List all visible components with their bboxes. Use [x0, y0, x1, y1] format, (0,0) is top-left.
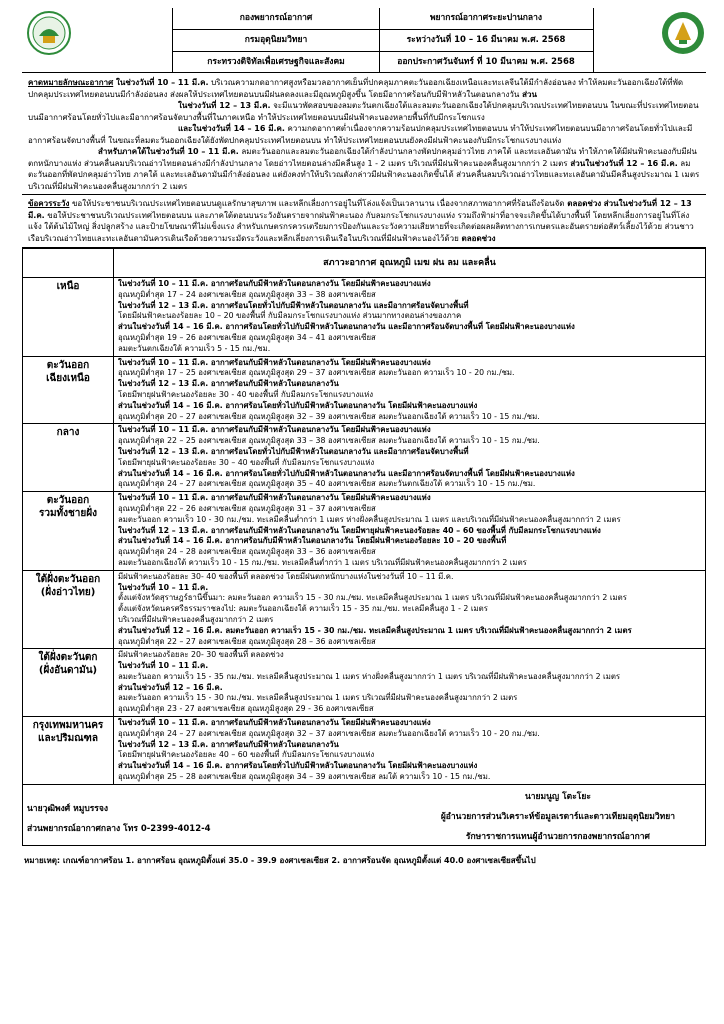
forecast-page — [22, 8, 706, 867]
summary-text: ส่วน — [519, 89, 537, 99]
region-label: ตะวันออก — [46, 495, 90, 507]
region-label: (ฝั่งอ่าวไทย) — [40, 586, 96, 598]
forecast-line: ในช่วงวันที่ 10 – 11 มี.ค. อากาศร้อนกับมีฟ้าหลัวในตอนกลางวัน โดยมีฝนฟ้าคะนองบางแห่ง — [118, 718, 431, 728]
forecast-line: มีฝนฟ้าคะนองร้อยละ 30- 40 ของพื้นที่ ตลอดช่วง โดยมีฝนตกหนักบางแห่งในช่วงวันที่ 10 – 11 มี.ค. — [118, 571, 454, 581]
forecast-period: ระหว่างวันที่ 10 – 16 มีนาคม พ.ศ. 2568 — [379, 30, 593, 52]
table-row — [23, 356, 706, 424]
forecast-line: ลมตะวันออก ความเร็ว 15 - 35 กม./ชม. ทะเลมีคลื่นสูงประมาณ 1 เมตร ห่างฝั่งคลื่นสูงมากกว่า 1 เมตร บริเวณที่มีฝนฟ้าคะนองคลื่นสูงมากกว่า 2 เมตร — [118, 671, 621, 681]
summary-text: บริเวณความกดอากาศสูงหรือมวลอากาศเย็นที่ปกคลุมภาคตะวันออกเฉียงเหนือและทะเลจีนใต้มีกำลังอ่อนลง ทำให้ลมตะวันออกเฉียงใต้ที่พัดปกคลุมประเทศไทยตอนบนมีกำลังอ่อนลง ส่งผลให้ประเทศไทยตอนบนมีฝนลดลงและมีอุณหภูมิสูงขึ้น โดยมีอากาศร้อนกับมีฟ้าหลัวในตอนกลางวัน — [28, 78, 684, 99]
forecast-line: อุณหภูมิต่ำสุด 24 – 27 องศาเซลเซียส อุณหภูมิสูงสุด 35 – 40 องศาเซลเซียส ลมตะวันตกเฉียงใต้ ความเร็ว 10 - 15 กม./ชม. — [118, 479, 536, 489]
region-forecast — [114, 717, 706, 785]
forecast-line: อุณหภูมิต่ำสุด 24 – 28 องศาเซลเซียส อุณหภูมิสูงสุด 33 – 36 องศาเซลเซียส — [118, 547, 376, 557]
summary-period: ส่วนในช่วงวันที่ 12 – 16 มี.ค. — [567, 158, 678, 168]
region-label: (ฝั่งอันดามัน) — [38, 665, 98, 677]
forecast-line: โดยมีพายุฝนฟ้าคะนองร้อยละ 30 – 40 ของพื้นที่ กับมีลมกระโชกแรงบางแห่ง — [118, 457, 375, 467]
region-name — [23, 424, 114, 492]
caution-text: ขอให้ประชาชนบริเวณประเทศไทยตอนบน และภาคใต้ตอนบนระวังอันตรายจากฝนฟ้าคะนอง กับลมกระโชกแรงบางแห่ง รวมถึงฟ้าผ่าที่อาจจะเกิดขึ้นได้บางพื้นที่ โดยหลีกเลี่ยงการอยู่ในที่โล่งแจ้ง ใต้ต้นไม้ใหญ่ สิ่งปลูกสร้าง และป้ายโฆษณาที่ไม่แข็งแรง สำหรับเกษตรกรควรเตรียมการป้องกันและระวังความเสียหายที่จะเกิดต่อผลผลิตทางการเกษตรและอันตรายต่อสัตว์เลี้ยงไว้ด้วย ส่วนชาวเรือบริเวณอ่าวไทยและทะเลอันดามันควรเดินเรือด้วยความระมัดระวังและหลีกเลี่ยงการเดินเรือในบริเวณที่มีฝนฟ้าคะนองไว้ด้วย — [28, 210, 694, 243]
forecast-line: ในช่วงวันที่ 12 – 13 มี.ค. อากาศร้อนกับมีฟ้าหลัวในตอนกลางวัน โดยมีพายุฝนฟ้าคะนองร้อยละ 40 – 60 ของพื้นที่ กับมีลมกระโชกแรงบางแห่ง — [118, 525, 601, 535]
forecast-line: ในช่วงวันที่ 12 – 13 มี.ค. อากาศร้อนกับมีฟ้าหลัวในตอนกลางวัน — [118, 739, 339, 749]
forecast-line: ในช่วงวันที่ 10 – 11 มี.ค. อากาศร้อนกับมีฟ้าหลัวในตอนกลางวัน โดยมีฝนฟ้าคะนองบางแห่ง — [118, 279, 431, 288]
department-line: กรมอุตุนิยมวิทยา — [173, 30, 379, 52]
ministry-logo-icon — [660, 10, 706, 56]
signature-block — [22, 785, 706, 846]
forecast-line: ส่วนในช่วงวันที่ 12 – 16 มี.ค. — [118, 682, 223, 692]
tmd-logo-icon — [26, 10, 72, 56]
region-label: กรุงเทพมหานคร — [32, 720, 104, 732]
forecast-line: ในช่วงวันที่ 12 – 13 มี.ค. อากาศร้อนโดยทั่วไปกับมีฟ้าหลัวในตอนกลางวัน และมีอากาศร้อนจัดบางพื้นที่ — [118, 446, 469, 456]
summary-text: จะมีแนวพัดสอบของลมตะวันตกเฉียงใต้และลมตะวันออกเฉียงใต้ปกคลุมบริเวณประเทศไทยตอนบน ในขณะที่ประเทศไทยตอนบนมีอากาศร้อนโดยทั่วไปและมีอากาศร้อนจัดบางพื้นที่ในภาคเหนือ ทำให้ประเทศไทยตอนบนมีฝนฟ้าคะนองหลายพื้นที่กับมีกระโชกแรง — [28, 101, 699, 122]
region-name — [23, 356, 114, 424]
region-label: ตะวันออก — [46, 359, 90, 371]
caution-text: ขอให้ประชาชนบริเวณประเทศไทยตอนบนดูแลรักษาสุขภาพ และหลีกเลี่ยงการอยู่ในที่โล่งแจ้งเป็นเวลานาน เนื่องจากสภาพอากาศที่ร้อนถึงร้อนจัด — [69, 199, 565, 208]
forecast-line: ในช่วงวันที่ 10 – 11 มี.ค. อากาศร้อนกับมีฟ้าหลัวในตอนกลางวัน โดยมีฝนฟ้าคะนองบางแห่ง — [118, 493, 431, 503]
summary-text: ลมตะวันออกและลมตะวันออกเฉียงใต้กำลังปานกลางพัดปกคลุมอ่าวไทย ภาคใต้ และทะเลอันดามัน ทำให้ภาคใต้มีฝนฟ้าคะนองกับมีฝนตกหนักบางแห่ง ส่วนคลื่นลมบริเวณอ่าวไทยตอนล่างมีกำลังปานกลาง โดยอ่าวไทยตอนล่างมีคลื่นสูง 1 - 2 เมตร บริเวณที่มีฝนฟ้าคะนองคลื่นสูงมากกว่า 2 เมตร — [28, 147, 697, 168]
region-label: ใต้ฝั่งตะวันออก — [35, 573, 101, 585]
forecast-line: อุณหภูมิต่ำสุด 17 – 24 องศาเซลเซียส อุณหภูมิสูงสุด 33 – 38 องศาเซลเซียส — [118, 289, 376, 299]
forecast-line: ส่วนในช่วงวันที่ 14 – 16 มี.ค. อากาศร้อนกับมีฟ้าหลัวในตอนกลางวัน โดยมีฝนฟ้าคะนองร้อยละ 10 – 20 ของพื้นที่ — [118, 536, 507, 546]
region-name — [23, 717, 114, 785]
region-name — [23, 492, 114, 571]
caution-heading: ข้อควรระวัง — [28, 199, 70, 208]
forecast-line: ส่วนในช่วงวันที่ 14 – 16 มี.ค. อากาศร้อนโดยทั่วไปกับมีฟ้าหลัวในตอนกลางวัน และมีอากาศร้อนจัดบางพื้นที่ โดยมีฝนฟ้าคะนองบางแห่ง — [118, 468, 575, 478]
forecast-line: อุณหภูมิต่ำสุด 22 – 25 องศาเซลเซียส อุณหภูมิสูงสุด 33 – 38 องศาเซลเซียส ลมตะวันออกเฉียงใต้ ความเร็ว 10 - 15 กม./ชม. — [118, 436, 540, 446]
region-name — [23, 649, 114, 717]
forecast-line: โดยมีพายุฝนฟ้าคะนองร้อยละ 40 – 60 ของพื้นที่ กับมีลมกระโชกแรงบางแห่ง — [118, 750, 375, 760]
forecast-line: อุณหภูมิต่ำสุด 20 – 27 องศาเซลเซียส อุณหภูมิสูงสุด 32 – 39 องศาเซลเซียส ลมตะวันออกเฉียงใต้ ความเร็ว 10 - 15 กม./ชม. — [118, 411, 540, 421]
forecaster-info — [27, 799, 211, 839]
forecast-line: ลมตะวันออก ความเร็ว 10 - 30 กม./ชม. ทะเลมีคลื่นต่ำกว่า 1 เมตร ห่างฝั่งคลื่นสูงประมาณ 1 เมตร และบริเวณที่มีฝนฟ้าคะนองคลื่นสูงมากกว่า 2 เมตร — [118, 514, 621, 524]
summary-period: ในช่วงวันที่ 12 – 13 มี.ค. — [178, 101, 271, 110]
forecast-line: ลมตะวันออก ความเร็ว 15 - 30 กม./ชม. ทะเลมีคลื่นสูงประมาณ 1 เมตร บริเวณที่มีฝนฟ้าคะนองคลื่นสูงมากกว่า 2 เมตร — [118, 693, 518, 703]
footnote: หมายเหตุ: เกณฑ์อากาศร้อน 1. อากาศร้อน อุณหภูมิตั้งแต่ 35.0 - 39.9 องศาเซลเซียส 2. อากาศร้อนจัด อุณหภูมิตั้งแต่ 40.0 องศาเซลเซียสขึ้นไป — [24, 855, 536, 865]
table-row — [23, 649, 706, 717]
forecast-line: อุณหภูมิต่ำสุด 24 – 27 องศาเซลเซียส อุณหภูมิสูงสุด 32 – 37 องศาเซลเซียส ลมตะวันออกเฉียงใต้ ความเร็ว 10 - 20 กม./ชม. — [118, 728, 540, 738]
region-forecast — [114, 356, 706, 424]
table-heading: สภาวะอากาศ อุณหภูมิ เมฆ ฝน ลม และคลื่น — [114, 249, 706, 278]
forecaster-contact: ส่วนพยากรณ์อากาศกลาง โทร 0-2399-4012-4 — [27, 823, 211, 834]
region-forecast — [114, 424, 706, 492]
director-info — [441, 787, 675, 847]
summary-period: และในช่วงวันที่ 14 – 16 มี.ค. — [178, 124, 285, 133]
forecast-line: อุณหภูมิต่ำสุด 25 – 28 องศาเซลเซียส อุณหภูมิสูงสุด 34 – 39 องศาเซลเซียส ลมใต้ ความเร็ว 10 - 15 กม./ชม. — [118, 772, 491, 782]
forecast-line: ส่วนในช่วงวันที่ 12 – 16 มี.ค. ลมตะวันออก ความเร็ว 15 - 30 กม./ชม. ทะเลมีคลื่นสูงประมาณ 1 เมตร บริเวณที่มีฝนฟ้าคะนองคลื่นสูงมากกว่า 2 เมตร — [118, 625, 632, 635]
forecast-line: บริเวณที่มีฝนฟ้าคะนองคลื่นสูงมากกว่า 2 เมตร — [118, 614, 274, 624]
header-text-block — [172, 8, 594, 72]
forecast-line: อุณหภูมิต่ำสุด 22 – 27 องศาเซลเซียส อุณหภูมิสูงสุด 28 – 36 องศาเซลเซียส — [118, 636, 376, 646]
table-row — [23, 278, 706, 357]
issue-date: ออกประกาศวันจันทร์ ที่ 10 มีนาคม พ.ศ. 2568 — [397, 57, 575, 67]
caution-notice — [22, 195, 706, 248]
forecast-line: ในช่วงวันที่ 10 – 11 มี.ค. อากาศร้อนกับมีฟ้าหลัวในตอนกลางวัน โดยมีฝนฟ้าคะนองบางแห่ง — [118, 425, 431, 435]
region-forecast — [114, 278, 706, 357]
director-title: ผู้อำนวยการส่วนวิเคราะห์ข้อมูลเรดาร์และดาวเทียมอุตุนิยมวิทยา — [440, 811, 675, 822]
department-line: กองพยากรณ์อากาศ — [173, 8, 379, 30]
forecast-line: ลมตะวันออกเฉียงใต้ ความเร็ว 10 - 15 กม./ชม. ทะเลมีคลื่นต่ำกว่า 1 เมตร บริเวณที่มีฝนฟ้าคะนองคลื่นสูงมากกว่า 2 เมตร — [118, 557, 527, 567]
forecast-line: โดยมีฝนฟ้าคะนองร้อยละ 10 – 20 ของพื้นที่ กับมีลมกระโชกแรงบางแห่ง ส่วนมากทางตอนล่างของภาค — [118, 311, 462, 321]
caution-text: ตลอดช่วง — [458, 233, 496, 243]
director-name: นายมนูญ โตะโยะ — [524, 791, 591, 802]
forecast-line: ส่วนในช่วงวันที่ 14 – 16 มี.ค. อากาศร้อนโดยทั่วไปกับมีฟ้าหลัวในตอนกลางวัน โดยมีฝนฟ้าคะนองบางแห่ง — [118, 400, 478, 410]
region-forecast — [114, 570, 706, 649]
region-label: เฉียงเหนือ — [46, 372, 90, 384]
table-body — [23, 278, 706, 785]
region-label: กลาง — [56, 427, 80, 439]
forecast-line: ลมตะวันตกเฉียงใต้ ความเร็ว 5 - 15 กม./ชม. — [118, 343, 271, 353]
forecast-info — [379, 8, 593, 72]
forecast-line: อุณหภูมิต่ำสุด 23 - 27 องศาเซลเซียส อุณหภูมิสูงสุด 29 - 36 องศาเซลเซียส — [118, 704, 374, 714]
forecast-line: ในช่วงวันที่ 10 – 11 มี.ค. อากาศร้อนกับมีฟ้าหลัวในตอนกลางวัน โดยมีฝนฟ้าคะนองบางแห่ง — [118, 357, 431, 367]
forecast-line: ส่วนในช่วงวันที่ 14 – 16 มี.ค. อากาศร้อนโดยทั่วไปกับมีฟ้าหลัวในตอนกลางวัน และมีอากาศร้อนจัดบางพื้นที่ โดยมีฝนฟ้าคะนองบางแห่ง — [118, 322, 575, 332]
forecast-line: ในช่วงวันที่ 10 – 11 มี.ค. — [118, 661, 209, 671]
table-row — [23, 570, 706, 649]
summary-text: ความกดอากาศต่ำเนื่องจากความร้อนปกคลุมประเทศไทยตอนบน ทำให้ประเทศไทยตอนบนมีอากาศร้อนโดยทั่วไปและมีอากาศร้อนจัดบางพื้นที่ ในขณะที่ลมตะวันออกเฉียงใต้ยังพัดปกคลุมประเทศไทยตอนบน ทำให้ประเทศไทยตอนบนยังคงมีฝนฟ้าคะนองกับมีกระโชกแรงบางแห่ง — [28, 124, 693, 145]
table-row — [23, 492, 706, 571]
summary-heading: คาดหมายลักษณะอากาศ — [28, 78, 114, 87]
table-corner — [23, 249, 114, 278]
department-line: กระทรวงดิจิทัลเพื่อเศรษฐกิจและสังคม — [207, 57, 345, 67]
region-forecast — [114, 649, 706, 717]
regional-forecast-table — [22, 248, 706, 785]
region-label: รวมทั้งชายฝั่ง — [38, 508, 98, 520]
forecast-line: อุณหภูมิต่ำสุด 17 – 25 องศาเซลเซียส อุณหภูมิสูงสุด 29 – 37 องศาเซลเซียส ลมตะวันออก ความเร็ว 10 - 20 กม./ชม. — [118, 368, 515, 378]
forecast-line: อุณหภูมิต่ำสุด 19 – 26 องศาเซลเซียส อุณหภูมิสูงสุด 34 – 41 องศาเซลเซียส — [118, 332, 376, 342]
forecaster-name: นายวุฒิพงศ์ หมูบรรจง — [27, 803, 108, 814]
forecast-line: ตั้งแต่จังหวัดสุราษฎร์ธานีขึ้นมา: ลมตะวันออก ความเร็ว 15 - 30 กม./ชม. ทะเลมีคลื่นสูงประมาณ 1 เมตร บริเวณที่มีฝนฟ้าคะนองคลื่นสูงมากกว่า 2 เมตร — [118, 593, 627, 603]
table-row — [23, 424, 706, 492]
forecast-line: ในช่วงวันที่ 10 – 11 มี.ค. — [118, 582, 209, 592]
forecast-line: มีฝนฟ้าคะนองร้อยละ 20- 30 ของพื้นที่ ตลอดช่วง — [118, 650, 284, 660]
forecast-line: ส่วนในช่วงวันที่ 14 – 16 มี.ค. อากาศร้อนโดยทั่วไปกับมีฟ้าหลัวในตอนกลางวัน โดยมีฝนฟ้าคะนองบางแห่ง — [118, 761, 478, 771]
summary-period: ในช่วงวันที่ 10 – 11 มี.ค. — [113, 78, 209, 87]
director-title-acting: รักษาราชการแทนผู้อำนวยการกองพยากรณ์อากาศ — [465, 831, 650, 842]
table-row — [23, 717, 706, 785]
forecast-line: ในช่วงวันที่ 12 – 13 มี.ค. อากาศร้อนกับมีฟ้าหลัวในตอนกลางวัน — [118, 379, 339, 389]
department-info — [173, 8, 380, 72]
caution-text: ตลอดช่วง — [564, 199, 602, 208]
region-label: และปริมณฑล — [38, 733, 98, 745]
region-name — [23, 570, 114, 649]
region-label: ใต้ฝั่งตะวันตก — [38, 652, 98, 664]
document-header — [22, 8, 706, 73]
caution-period: ส่วนในช่วงวันที่ 12 – 13 มี.ค. — [28, 199, 692, 220]
region-forecast — [114, 492, 706, 571]
forecast-title: พยากรณ์อากาศระยะปานกลาง — [379, 8, 593, 30]
region-name — [23, 278, 114, 357]
region-label: เหนือ — [56, 281, 80, 292]
forecast-line: ตั้งแต่จังหวัดนครศรีธรรมราชลงไป: ลมตะวันออกเฉียงใต้ ความเร็ว 15 - 35 กม./ชม. ทะเลมีคลื่นสูง 1 - 2 เมตร — [118, 604, 488, 614]
weather-summary — [22, 73, 706, 195]
forecast-line: ในช่วงวันที่ 12 – 13 มี.ค. อากาศร้อนโดยทั่วไปกับมีฟ้าหลัวในตอนกลางวัน และมีอากาศร้อนจัดบางพื้นที่ — [118, 300, 469, 310]
summary-period: สำหรับภาคใต้ในช่วงวันที่ 10 – 11 มี.ค. — [98, 147, 239, 156]
forecast-line: โดยมีพายุฝนฟ้าคะนองร้อยละ 30 - 40 ของพื้นที่ กับมีลมกระโชกแรงบางแห่ง — [118, 389, 374, 399]
summary-text: ลมตะวันออกที่พัดปกคลุมอ่าวไทย ภาคใต้ และทะเลอันดามันมีกำลังอ่อนลง แต่ยังคงทำให้บริเวณดังกล่าวมีฝนฟ้าคะนองเกิดขึ้นได้ ส่วนคลื่นลมบริเวณอ่าวไทยและทะเลอันดามันมีคลื่นสูงประมาณ 1 เมตร บริเวณที่มีฝนฟ้าคะนองคลื่นสูงมากกว่า 2 เมตร — [28, 158, 700, 191]
forecast-line: อุณหภูมิต่ำสุด 22 – 26 องศาเซลเซียส อุณหภูมิสูงสุด 31 – 37 องศาเซลเซียส — [118, 503, 376, 513]
